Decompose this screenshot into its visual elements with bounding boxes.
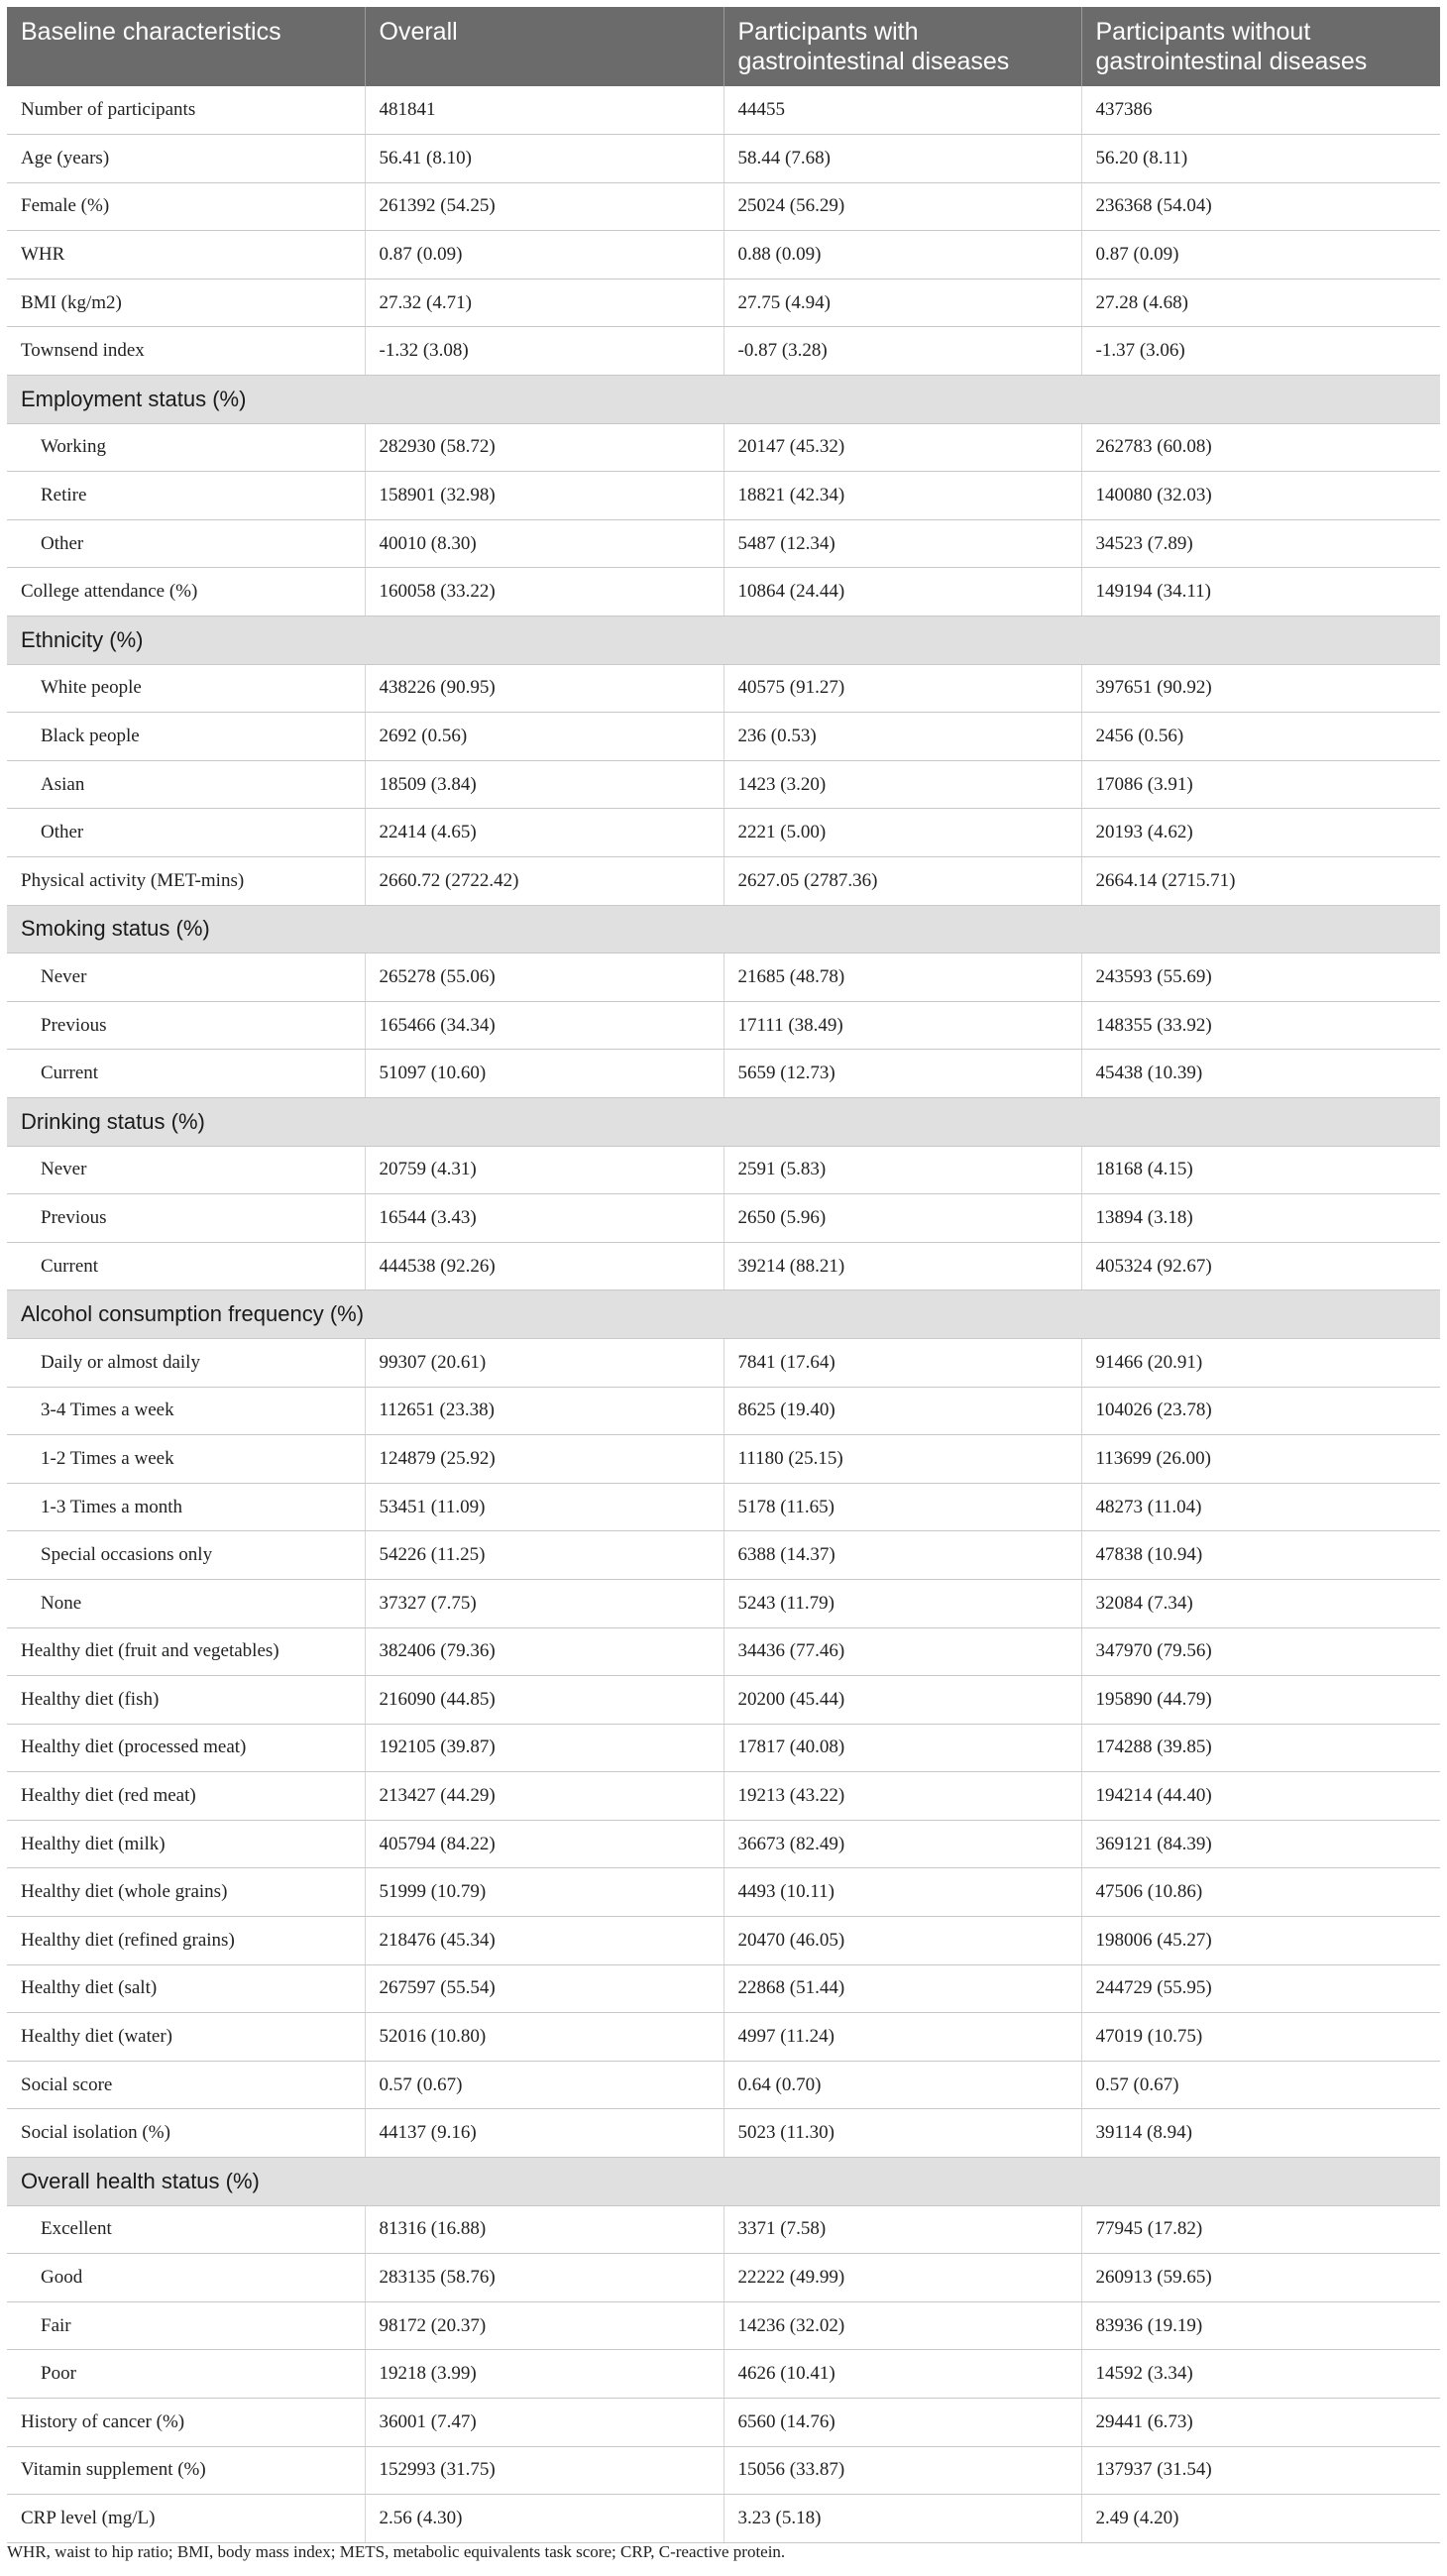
- table-row: [7, 327, 1440, 376]
- table-row: [7, 1194, 1440, 1243]
- row-label: Healthy diet (refined grains): [7, 1917, 365, 1965]
- without-gi-value: 13894 (3.18): [1081, 1194, 1440, 1243]
- with-gi-value: 27.75 (4.94): [724, 279, 1081, 327]
- row-label: 3-4 Times a week: [7, 1387, 365, 1435]
- overall-value: 20759 (4.31): [365, 1146, 724, 1194]
- table-row: [7, 1050, 1440, 1098]
- table-row: [7, 1868, 1440, 1917]
- with-gi-value: 236 (0.53): [724, 713, 1081, 761]
- overall-value: 267597 (55.54): [365, 1964, 724, 2013]
- overall-value: 51999 (10.79): [365, 1868, 724, 1917]
- row-label: Working: [7, 423, 365, 472]
- row-label: Current: [7, 1050, 365, 1098]
- row-label: Female (%): [7, 182, 365, 231]
- row-label: Previous: [7, 1194, 365, 1243]
- with-gi-value: -0.87 (3.28): [724, 327, 1081, 376]
- overall-value: 160058 (33.22): [365, 568, 724, 616]
- row-label: Retire: [7, 472, 365, 520]
- row-label: Excellent: [7, 2205, 365, 2254]
- without-gi-value: 32084 (7.34): [1081, 1579, 1440, 1627]
- with-gi-value: 17817 (40.08): [724, 1724, 1081, 1772]
- table-row: [7, 857, 1440, 906]
- without-gi-value: 18168 (4.15): [1081, 1146, 1440, 1194]
- with-gi-value: 6388 (14.37): [724, 1531, 1081, 1580]
- table-row: [7, 2061, 1440, 2109]
- without-gi-value: 148355 (33.92): [1081, 1001, 1440, 1050]
- overall-value: 37327 (7.75): [365, 1579, 724, 1627]
- table-row: [7, 2350, 1440, 2399]
- row-label: None: [7, 1579, 365, 1627]
- overall-value: 265278 (55.06): [365, 953, 724, 1002]
- section-row: [7, 1290, 1440, 1339]
- table-row: [7, 2446, 1440, 2495]
- baseline-characteristics-table: [7, 7, 1440, 2543]
- with-gi-value: 25024 (56.29): [724, 182, 1081, 231]
- table-row: [7, 86, 1440, 135]
- without-gi-value: 2664.14 (2715.71): [1081, 857, 1440, 906]
- section-row: [7, 616, 1440, 665]
- row-label: WHR: [7, 231, 365, 280]
- overall-value: 158901 (32.98): [365, 472, 724, 520]
- without-gi-value: 198006 (45.27): [1081, 1917, 1440, 1965]
- overall-value: 382406 (79.36): [365, 1627, 724, 1676]
- overall-value: 0.87 (0.09): [365, 231, 724, 280]
- without-gi-value: 47838 (10.94): [1081, 1531, 1440, 1580]
- table-row: [7, 2495, 1440, 2543]
- section-label: Smoking status (%): [7, 905, 1440, 953]
- table-footnote: WHR, waist to hip ratio; BMI, body mass index; METS, metabolic equivalents task score; CRP, C-reactive protein.: [7, 2542, 786, 2561]
- with-gi-value: 4626 (10.41): [724, 2350, 1081, 2399]
- overall-value: 261392 (54.25): [365, 182, 724, 231]
- without-gi-value: 29441 (6.73): [1081, 2399, 1440, 2447]
- row-label: Healthy diet (water): [7, 2013, 365, 2062]
- overall-value: 40010 (8.30): [365, 519, 724, 568]
- row-label: CRP level (mg/L): [7, 2495, 365, 2543]
- section-row: [7, 376, 1440, 424]
- with-gi-value: 39214 (88.21): [724, 1242, 1081, 1290]
- overall-value: 52016 (10.80): [365, 2013, 724, 2062]
- table-row: [7, 1579, 1440, 1627]
- row-label: Social isolation (%): [7, 2109, 365, 2158]
- overall-value: 438226 (90.95): [365, 664, 724, 713]
- row-label: Never: [7, 953, 365, 1002]
- table-row: [7, 1627, 1440, 1676]
- with-gi-value: 5023 (11.30): [724, 2109, 1081, 2158]
- overall-value: 99307 (20.61): [365, 1338, 724, 1387]
- without-gi-value: 244729 (55.95): [1081, 1964, 1440, 2013]
- table-row: [7, 568, 1440, 616]
- with-gi-value: 0.64 (0.70): [724, 2061, 1081, 2109]
- table-row: [7, 279, 1440, 327]
- without-gi-value: 397651 (90.92): [1081, 664, 1440, 713]
- without-gi-value: 47506 (10.86): [1081, 1868, 1440, 1917]
- without-gi-value: 91466 (20.91): [1081, 1338, 1440, 1387]
- overall-value: 481841: [365, 86, 724, 135]
- table-row: [7, 1001, 1440, 1050]
- overall-value: 27.32 (4.71): [365, 279, 724, 327]
- overall-value: 444538 (92.26): [365, 1242, 724, 1290]
- header-without-gi-diseases: Participants without gastrointestinal diseases: [1081, 7, 1440, 86]
- row-label: Previous: [7, 1001, 365, 1050]
- overall-value: 2692 (0.56): [365, 713, 724, 761]
- without-gi-value: 113699 (26.00): [1081, 1435, 1440, 1484]
- without-gi-value: 347970 (79.56): [1081, 1627, 1440, 1676]
- with-gi-value: 6560 (14.76): [724, 2399, 1081, 2447]
- overall-value: 2660.72 (2722.42): [365, 857, 724, 906]
- with-gi-value: 22868 (51.44): [724, 1964, 1081, 2013]
- without-gi-value: 149194 (34.11): [1081, 568, 1440, 616]
- overall-value: 283135 (58.76): [365, 2254, 724, 2302]
- table-row: [7, 2013, 1440, 2062]
- table-row: [7, 2254, 1440, 2302]
- table-row: [7, 1387, 1440, 1435]
- row-label: 1-2 Times a week: [7, 1435, 365, 1484]
- without-gi-value: 260913 (59.65): [1081, 2254, 1440, 2302]
- table-row: [7, 1772, 1440, 1821]
- row-label: College attendance (%): [7, 568, 365, 616]
- table-row: [7, 135, 1440, 183]
- row-label: Poor: [7, 2350, 365, 2399]
- with-gi-value: 2221 (5.00): [724, 809, 1081, 857]
- with-gi-value: 40575 (91.27): [724, 664, 1081, 713]
- with-gi-value: 34436 (77.46): [724, 1627, 1081, 1676]
- with-gi-value: 3371 (7.58): [724, 2205, 1081, 2254]
- with-gi-value: 44455: [724, 86, 1081, 135]
- overall-value: 218476 (45.34): [365, 1917, 724, 1965]
- table-row: [7, 1676, 1440, 1725]
- without-gi-value: 262783 (60.08): [1081, 423, 1440, 472]
- section-label: Employment status (%): [7, 376, 1440, 424]
- without-gi-value: 77945 (17.82): [1081, 2205, 1440, 2254]
- row-label: Special occasions only: [7, 1531, 365, 1580]
- with-gi-value: 2627.05 (2787.36): [724, 857, 1081, 906]
- without-gi-value: 56.20 (8.11): [1081, 135, 1440, 183]
- table-row: [7, 1531, 1440, 1580]
- row-label: History of cancer (%): [7, 2399, 365, 2447]
- without-gi-value: 174288 (39.85): [1081, 1724, 1440, 1772]
- with-gi-value: 1423 (3.20): [724, 760, 1081, 809]
- table-row: [7, 1917, 1440, 1965]
- with-gi-value: 11180 (25.15): [724, 1435, 1081, 1484]
- with-gi-value: 4493 (10.11): [724, 1868, 1081, 1917]
- overall-value: 112651 (23.38): [365, 1387, 724, 1435]
- row-label: Physical activity (MET-mins): [7, 857, 365, 906]
- header-overall: Overall: [365, 7, 724, 86]
- table-row: [7, 1483, 1440, 1531]
- without-gi-value: 14592 (3.34): [1081, 2350, 1440, 2399]
- with-gi-value: 20147 (45.32): [724, 423, 1081, 472]
- without-gi-value: 83936 (19.19): [1081, 2301, 1440, 2350]
- with-gi-value: 2591 (5.83): [724, 1146, 1081, 1194]
- overall-value: 56.41 (8.10): [365, 135, 724, 183]
- overall-value: 36001 (7.47): [365, 2399, 724, 2447]
- table-row: [7, 953, 1440, 1002]
- row-label: Townsend index: [7, 327, 365, 376]
- without-gi-value: 0.87 (0.09): [1081, 231, 1440, 280]
- table-row: [7, 519, 1440, 568]
- table-row: [7, 182, 1440, 231]
- without-gi-value: 27.28 (4.68): [1081, 279, 1440, 327]
- with-gi-value: 36673 (82.49): [724, 1820, 1081, 1868]
- with-gi-value: 5487 (12.34): [724, 519, 1081, 568]
- without-gi-value: 34523 (7.89): [1081, 519, 1440, 568]
- without-gi-value: 39114 (8.94): [1081, 2109, 1440, 2158]
- without-gi-value: 48273 (11.04): [1081, 1483, 1440, 1531]
- overall-value: 2.56 (4.30): [365, 2495, 724, 2543]
- table-row: [7, 423, 1440, 472]
- overall-value: 216090 (44.85): [365, 1676, 724, 1725]
- row-label: BMI (kg/m2): [7, 279, 365, 327]
- table-row: [7, 1435, 1440, 1484]
- without-gi-value: 137937 (31.54): [1081, 2446, 1440, 2495]
- without-gi-value: 195890 (44.79): [1081, 1676, 1440, 1725]
- row-label: White people: [7, 664, 365, 713]
- table-row: [7, 2399, 1440, 2447]
- without-gi-value: 2456 (0.56): [1081, 713, 1440, 761]
- with-gi-value: 20200 (45.44): [724, 1676, 1081, 1725]
- with-gi-value: 4997 (11.24): [724, 2013, 1081, 2062]
- with-gi-value: 8625 (19.40): [724, 1387, 1081, 1435]
- table-row: [7, 1724, 1440, 1772]
- row-label: Black people: [7, 713, 365, 761]
- row-label: Other: [7, 519, 365, 568]
- table-row: [7, 1964, 1440, 2013]
- row-label: Healthy diet (milk): [7, 1820, 365, 1868]
- with-gi-value: 15056 (33.87): [724, 2446, 1081, 2495]
- overall-value: 192105 (39.87): [365, 1724, 724, 1772]
- without-gi-value: 47019 (10.75): [1081, 2013, 1440, 2062]
- row-label: Current: [7, 1242, 365, 1290]
- without-gi-value: 104026 (23.78): [1081, 1387, 1440, 1435]
- with-gi-value: 17111 (38.49): [724, 1001, 1081, 1050]
- table-row: [7, 2301, 1440, 2350]
- section-row: [7, 2158, 1440, 2206]
- row-label: Social score: [7, 2061, 365, 2109]
- table-row: [7, 1338, 1440, 1387]
- without-gi-value: 405324 (92.67): [1081, 1242, 1440, 1290]
- table-row: [7, 664, 1440, 713]
- without-gi-value: 243593 (55.69): [1081, 953, 1440, 1002]
- table-row: [7, 713, 1440, 761]
- row-label: Healthy diet (fish): [7, 1676, 365, 1725]
- overall-value: 282930 (58.72): [365, 423, 724, 472]
- without-gi-value: -1.37 (3.06): [1081, 327, 1440, 376]
- overall-value: 18509 (3.84): [365, 760, 724, 809]
- section-label: Ethnicity (%): [7, 616, 1440, 665]
- table-row: [7, 2109, 1440, 2158]
- overall-value: 98172 (20.37): [365, 2301, 724, 2350]
- section-label: Alcohol consumption frequency (%): [7, 1290, 1440, 1339]
- table-row: [7, 2205, 1440, 2254]
- with-gi-value: 7841 (17.64): [724, 1338, 1081, 1387]
- overall-value: -1.32 (3.08): [365, 327, 724, 376]
- overall-value: 44137 (9.16): [365, 2109, 724, 2158]
- table-row: [7, 472, 1440, 520]
- table-row: [7, 760, 1440, 809]
- row-label: Other: [7, 809, 365, 857]
- with-gi-value: 5243 (11.79): [724, 1579, 1081, 1627]
- with-gi-value: 3.23 (5.18): [724, 2495, 1081, 2543]
- with-gi-value: 20470 (46.05): [724, 1917, 1081, 1965]
- table-row: [7, 1242, 1440, 1290]
- table-row: [7, 231, 1440, 280]
- row-label: Never: [7, 1146, 365, 1194]
- row-label: 1-3 Times a month: [7, 1483, 365, 1531]
- row-label: Healthy diet (fruit and vegetables): [7, 1627, 365, 1676]
- section-label: Drinking status (%): [7, 1097, 1440, 1146]
- without-gi-value: 140080 (32.03): [1081, 472, 1440, 520]
- overall-value: 152993 (31.75): [365, 2446, 724, 2495]
- overall-value: 81316 (16.88): [365, 2205, 724, 2254]
- overall-value: 54226 (11.25): [365, 1531, 724, 1580]
- without-gi-value: 45438 (10.39): [1081, 1050, 1440, 1098]
- baseline-table-container: [7, 7, 1440, 2543]
- without-gi-value: 20193 (4.62): [1081, 809, 1440, 857]
- with-gi-value: 58.44 (7.68): [724, 135, 1081, 183]
- with-gi-value: 10864 (24.44): [724, 568, 1081, 616]
- row-label: Good: [7, 2254, 365, 2302]
- with-gi-value: 19213 (43.22): [724, 1772, 1081, 1821]
- section-row: [7, 1097, 1440, 1146]
- overall-value: 51097 (10.60): [365, 1050, 724, 1098]
- overall-value: 19218 (3.99): [365, 2350, 724, 2399]
- row-label: Healthy diet (red meat): [7, 1772, 365, 1821]
- overall-value: 22414 (4.65): [365, 809, 724, 857]
- row-label: Vitamin supplement (%): [7, 2446, 365, 2495]
- without-gi-value: 369121 (84.39): [1081, 1820, 1440, 1868]
- with-gi-value: 14236 (32.02): [724, 2301, 1081, 2350]
- overall-value: 213427 (44.29): [365, 1772, 724, 1821]
- without-gi-value: 17086 (3.91): [1081, 760, 1440, 809]
- overall-value: 165466 (34.34): [365, 1001, 724, 1050]
- overall-value: 405794 (84.22): [365, 1820, 724, 1868]
- without-gi-value: 2.49 (4.20): [1081, 2495, 1440, 2543]
- with-gi-value: 5178 (11.65): [724, 1483, 1081, 1531]
- row-label: Number of participants: [7, 86, 365, 135]
- without-gi-value: 0.57 (0.67): [1081, 2061, 1440, 2109]
- with-gi-value: 22222 (49.99): [724, 2254, 1081, 2302]
- row-label: Healthy diet (processed meat): [7, 1724, 365, 1772]
- with-gi-value: 21685 (48.78): [724, 953, 1081, 1002]
- row-label: Asian: [7, 760, 365, 809]
- without-gi-value: 194214 (44.40): [1081, 1772, 1440, 1821]
- row-label: Daily or almost daily: [7, 1338, 365, 1387]
- with-gi-value: 2650 (5.96): [724, 1194, 1081, 1243]
- overall-value: 53451 (11.09): [365, 1483, 724, 1531]
- overall-value: 16544 (3.43): [365, 1194, 724, 1243]
- overall-value: 124879 (25.92): [365, 1435, 724, 1484]
- section-label: Overall health status (%): [7, 2158, 1440, 2206]
- overall-value: 0.57 (0.67): [365, 2061, 724, 2109]
- header-with-gi-diseases: Participants with gastrointestinal diseases: [724, 7, 1081, 86]
- row-label: Healthy diet (salt): [7, 1964, 365, 2013]
- with-gi-value: 0.88 (0.09): [724, 231, 1081, 280]
- table-header-row: [7, 7, 1440, 86]
- table-body: [7, 86, 1440, 2542]
- without-gi-value: 437386: [1081, 86, 1440, 135]
- with-gi-value: 5659 (12.73): [724, 1050, 1081, 1098]
- table-row: [7, 1820, 1440, 1868]
- row-label: Healthy diet (whole grains): [7, 1868, 365, 1917]
- with-gi-value: 18821 (42.34): [724, 472, 1081, 520]
- section-row: [7, 905, 1440, 953]
- table-row: [7, 809, 1440, 857]
- row-label: Fair: [7, 2301, 365, 2350]
- header-baseline-characteristics: Baseline characteristics: [7, 7, 365, 86]
- table-row: [7, 1146, 1440, 1194]
- without-gi-value: 236368 (54.04): [1081, 182, 1440, 231]
- row-label: Age (years): [7, 135, 365, 183]
